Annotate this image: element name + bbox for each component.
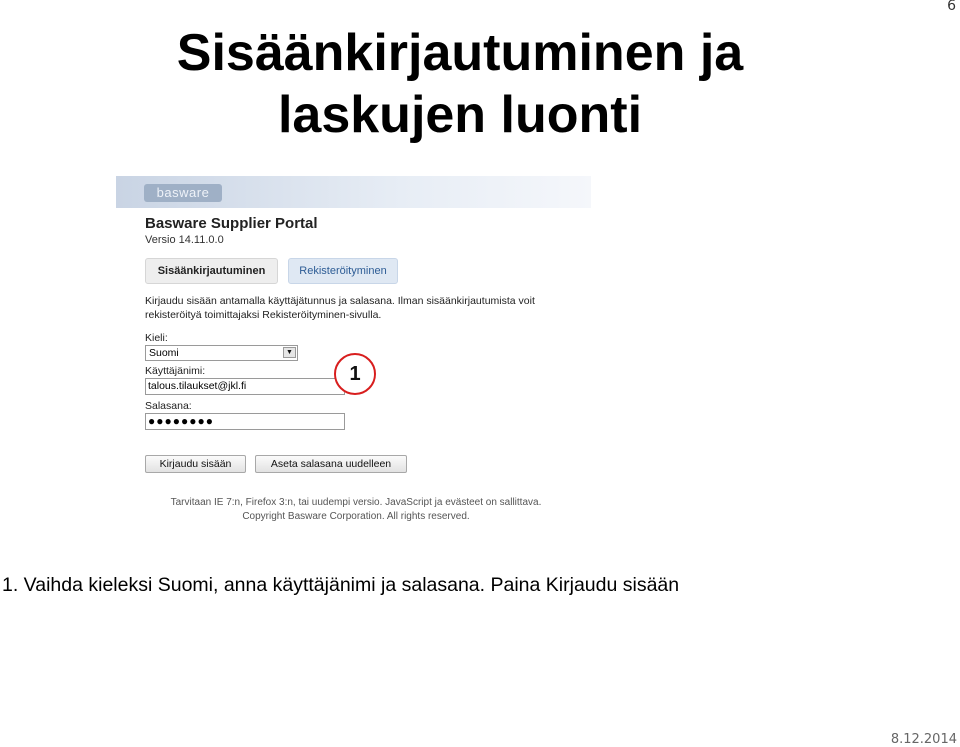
language-selected-value: Suomi [149,347,179,359]
portal-version: Versio 14.11.0.0 [145,234,224,246]
username-input[interactable]: talous.tilaukset@jkl.fi [145,378,345,395]
slide-title-line1: Sisäänkirjautuminen ja [176,24,744,82]
copyright: Copyright Basware Corporation. All rights reserved. [242,511,470,522]
triangle-down-icon[interactable]: ▼ [283,347,296,358]
tab-register[interactable]: Rekisteröityminen [288,258,398,284]
password-label: Salasana: [145,400,192,412]
login-intro [145,294,585,322]
portal-footer [136,496,576,524]
login-button[interactable]: Kirjaudu sisään [145,455,246,473]
reset-password-button[interactable]: Aseta salasana uudelleen [255,455,407,473]
language-label: Kieli: [145,332,168,344]
slide-title [130,22,790,146]
password-input[interactable]: ●●●●●●●● [145,413,345,430]
browser-requirements: Tarvitaan IE 7:n, Firefox 3:n, tai uudempi versio. JavaScript ja evästeet on sallittava. [170,497,542,508]
portal-title: Basware Supplier Portal [145,215,318,232]
username-label: Käyttäjänimi: [145,365,206,377]
login-intro-line2: rekisteröityä toimittajaksi Rekisteröityminen-sivulla. [145,309,382,321]
language-select[interactable] [145,345,298,361]
portal-header [116,176,591,208]
step-callout: 1 [334,353,376,395]
slide-number: 6 [947,0,956,14]
login-intro-line1: Kirjaudu sisään antamalla käyttäjätunnus ja salasana. Ilman sisäänkirjautumista voit [145,295,535,307]
slide-date: 8.12.2014 [890,732,957,747]
basware-logo: basware [144,184,222,202]
portal-screenshot [116,176,591,531]
slide-title-line2: laskujen luonti [277,86,643,144]
step-instruction: 1. Vaihda kieleksi Suomi, anna käyttäjänimi ja salasana. Paina Kirjaudu sisään [2,574,680,596]
tab-login[interactable]: Sisäänkirjautuminen [145,258,278,284]
